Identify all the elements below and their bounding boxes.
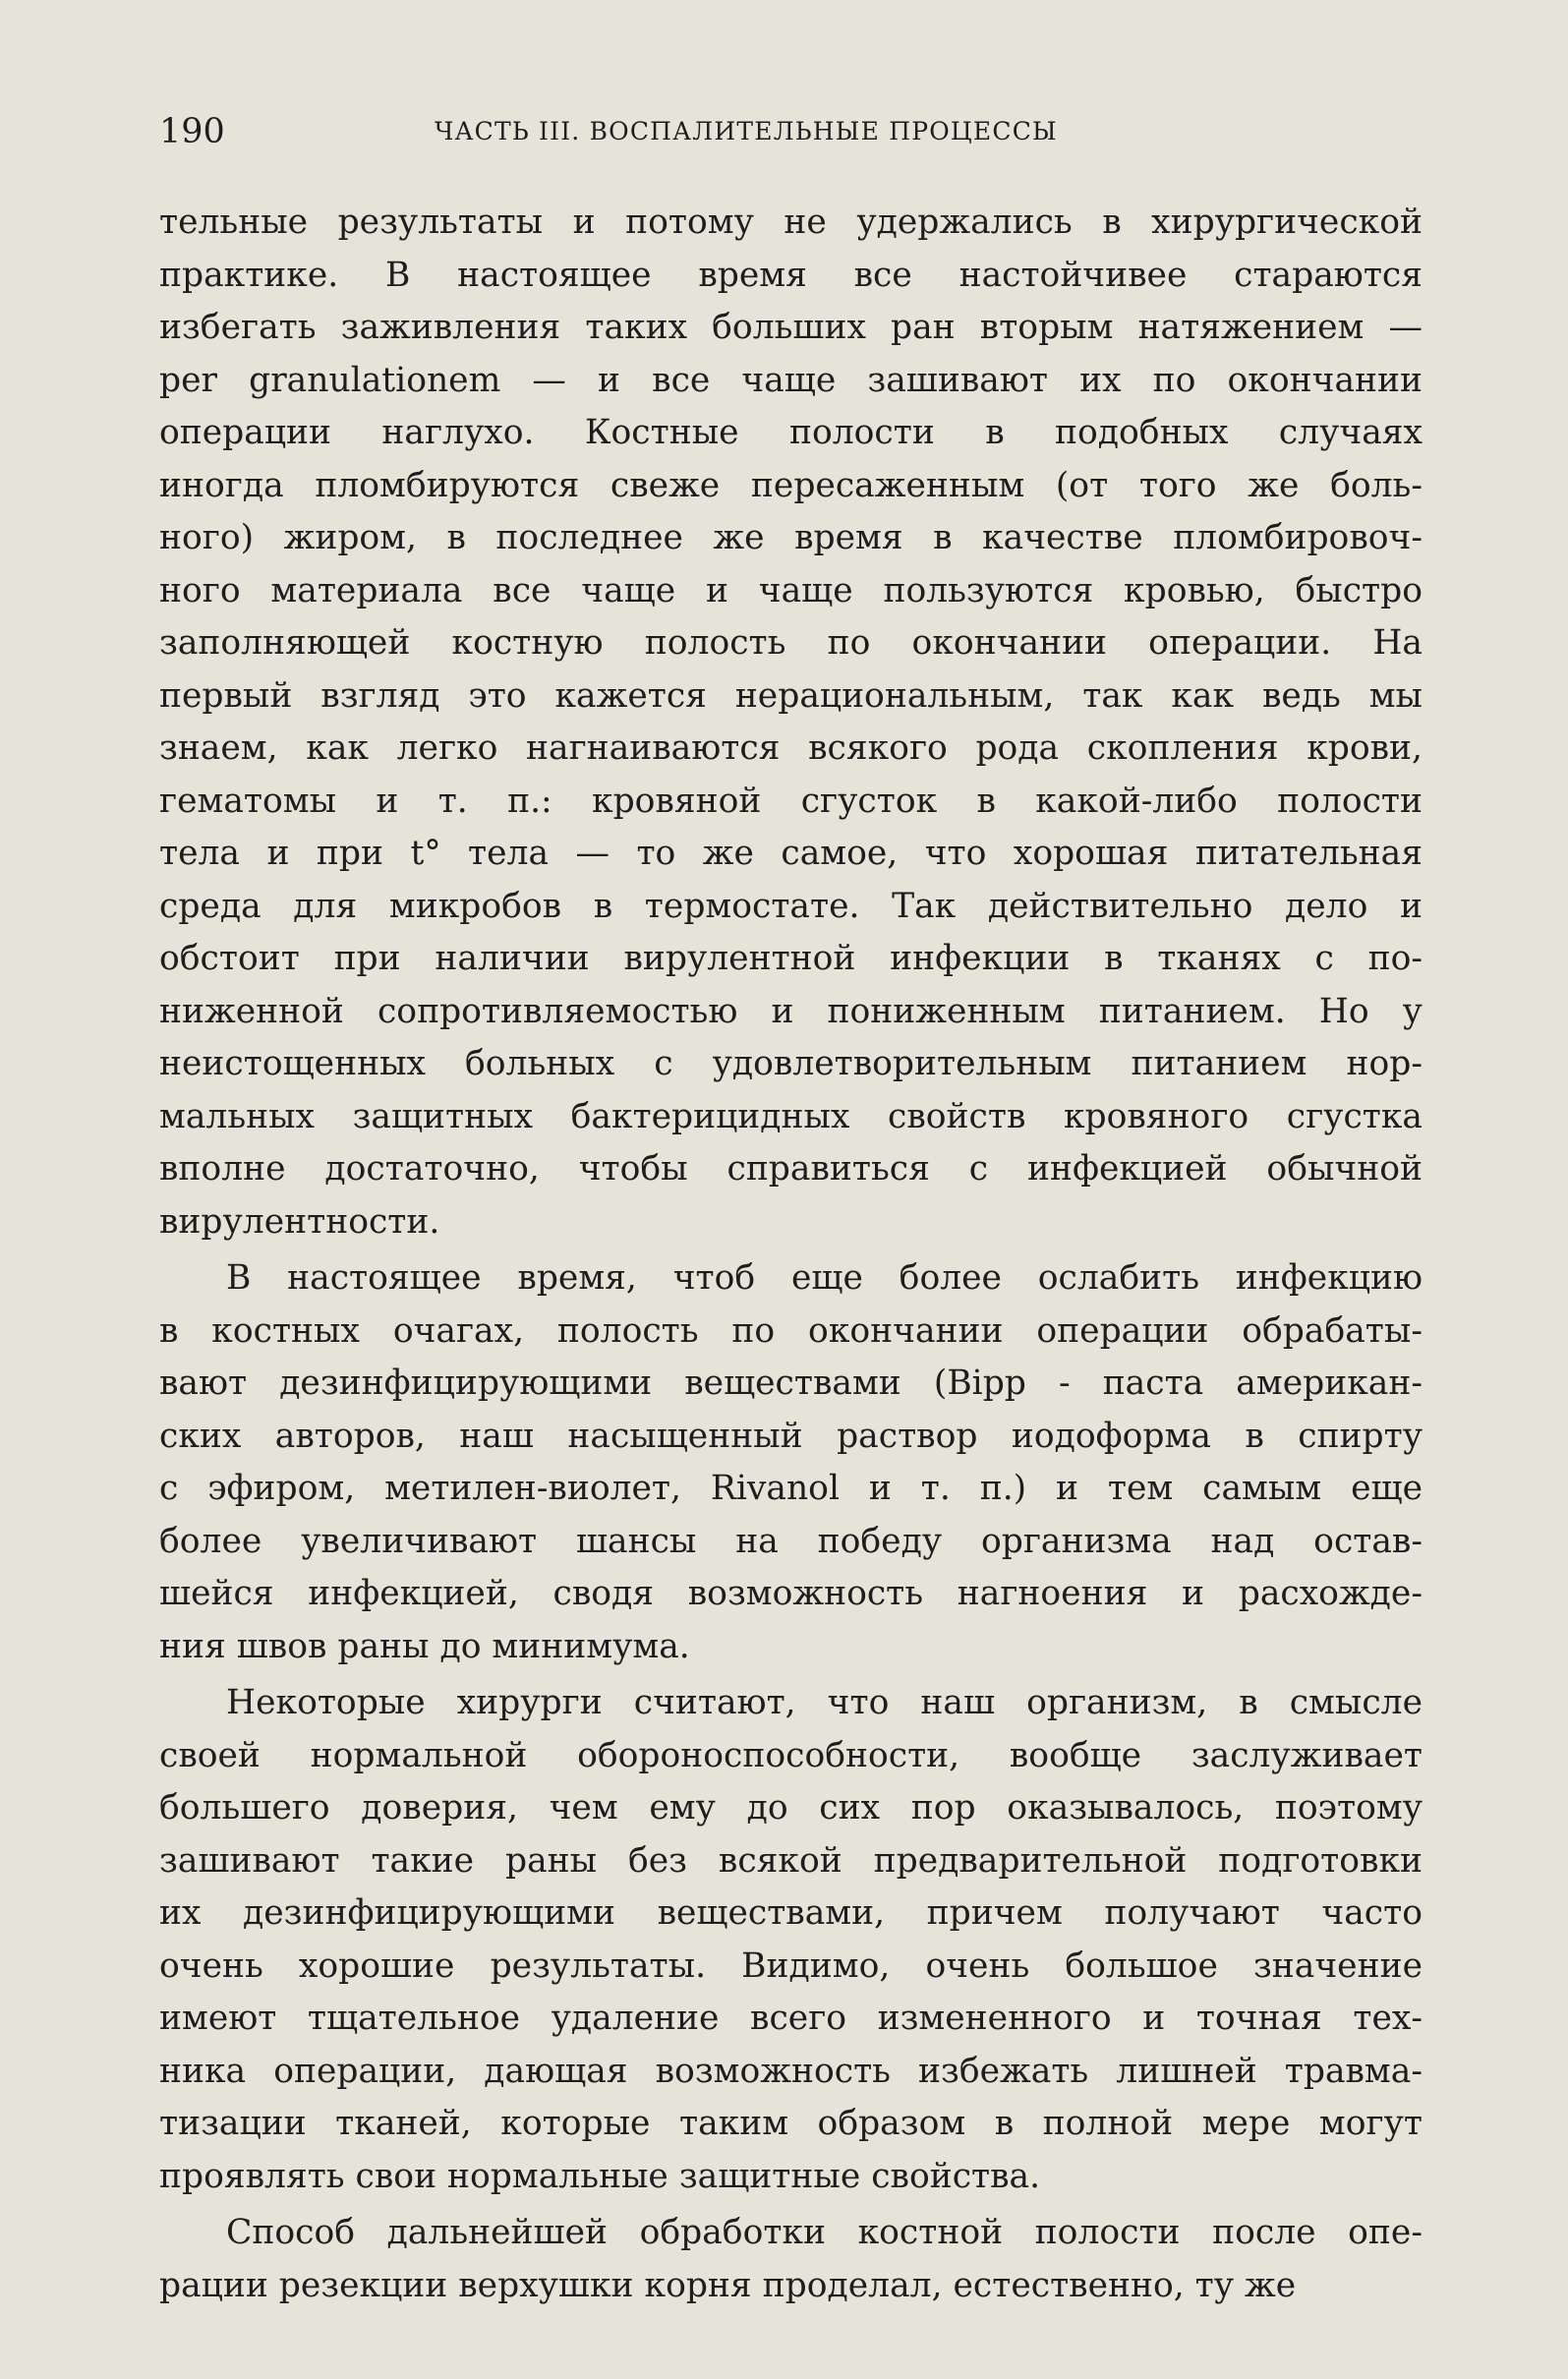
- text-line: ния швов раны до минимума.: [159, 1626, 690, 1666]
- text-line: тела и при t° тела — то же самое, что хорошая питательная: [159, 834, 1423, 873]
- text-line: проявлять свои нормальные защитные свойства.: [159, 2156, 1041, 2196]
- text-line: операции наглухо. Костные полости в подобных случаях: [159, 413, 1423, 452]
- text-line: В настоящее время, чтоб еще более ослабить инфекцию: [226, 1258, 1423, 1298]
- text-line: более увеличивают шансы на победу организма над остав-: [159, 1521, 1423, 1561]
- paragraph: [159, 197, 1423, 1248]
- text-line: вают дезинфицирующими веществами (Bipp - паста американ-: [159, 1364, 1423, 1403]
- text-line: вирулентности.: [159, 1201, 440, 1242]
- text-line: заполняющей костную полость по окончании операции. На: [159, 623, 1423, 663]
- text-line: рации резекции верхушки корня проделал, естественно, ту же: [159, 2265, 1297, 2305]
- text-line: вполне достаточно, чтобы справиться с инфекцией обычной: [159, 1149, 1423, 1189]
- text-line: очень хорошие результаты. Видимо, очень большое значение: [159, 1945, 1423, 1986]
- text-line: гематомы и т. п.: кровяной сгусток в какой-либо полости: [159, 781, 1423, 821]
- text-line: зашивают такие раны без всякой предварительной подготовки: [159, 1840, 1423, 1881]
- text-line: знаем, как легко нагнаиваются всякого рода скопления крови,: [159, 728, 1423, 768]
- page-number: 190: [159, 112, 225, 151]
- text-line: мальных защитных бактерицидных свойств кровяного сгустка: [159, 1096, 1423, 1136]
- text-line: большего доверия, чем ему до сих пор оказывалось, поэтому: [159, 1788, 1423, 1828]
- paragraph: [159, 2207, 1423, 2312]
- paragraph: [159, 1677, 1423, 2203]
- text-line: ниженной сопротивляемостью и пониженным питанием. Но у: [159, 991, 1423, 1031]
- text-body: [159, 197, 1423, 2312]
- text-line: шейся инфекцией, сводя возможность нагноения и расхожде-: [159, 1574, 1423, 1613]
- text-line: неистощенных больных с удовлетворительным питанием нор-: [159, 1044, 1423, 1083]
- text-line: имеют тщательное удаление всего измененного и точная тех-: [159, 1999, 1423, 2038]
- running-head: ЧАСТЬ III. ВОСПАЛИТЕЛЬНЫЕ ПРОЦЕССЫ: [435, 117, 1058, 145]
- text-line: практике. В настоящее время все настойчивее стараются: [159, 255, 1423, 295]
- text-line: в костных очагах, полость по окончании операции обрабаты-: [159, 1310, 1423, 1351]
- text-line: среда для микробов в термостате. Так действительно дело и: [159, 886, 1423, 926]
- text-line: избегать заживления таких больших ран вторым натяжением —: [159, 308, 1423, 347]
- text-line: Некоторые хирурги считают, что наш организм, в смысле: [226, 1683, 1423, 1722]
- text-line: Способ дальнейшей обработки костной полости после опе-: [226, 2213, 1423, 2252]
- text-line: ника операции, дающая возможность избежать лишней травма-: [159, 2051, 1423, 2091]
- text-line: ного) жиром, в последнее же время в качестве пломбировоч-: [159, 518, 1423, 557]
- text-line: обстоит при наличии вирулентной инфекции в тканях с по-: [159, 939, 1423, 978]
- text-line: per granulationem — и все чаще зашивают их по окончании: [159, 360, 1423, 400]
- text-line: ских авторов, наш насыщенный раствор иодоформа в спирту: [159, 1416, 1423, 1456]
- paragraph: [159, 1252, 1423, 1673]
- text-line: иногда пломбируются свеже пересаженным (от того же боль-: [159, 465, 1423, 505]
- text-line: тельные результаты и потому не удержались в хирургической: [159, 203, 1423, 242]
- text-line: своей нормальной обороноспособности, вообще заслуживает: [159, 1735, 1423, 1775]
- text-line: с эфиром, метилен-виолет, Rivanol и т. п.) и тем самым еще: [159, 1469, 1423, 1508]
- page-header: [159, 110, 1423, 153]
- text-line: ного материала все чаще и чаще пользуются кровью, быстро: [159, 570, 1423, 610]
- text-line: первый взгляд это кажется нерациональным, так как ведь мы: [159, 675, 1423, 716]
- text-line: тизации тканей, которые таким образом в полной мере могут: [159, 2104, 1423, 2143]
- text-line: их дезинфицирующими веществами, причем получают часто: [159, 1893, 1423, 1933]
